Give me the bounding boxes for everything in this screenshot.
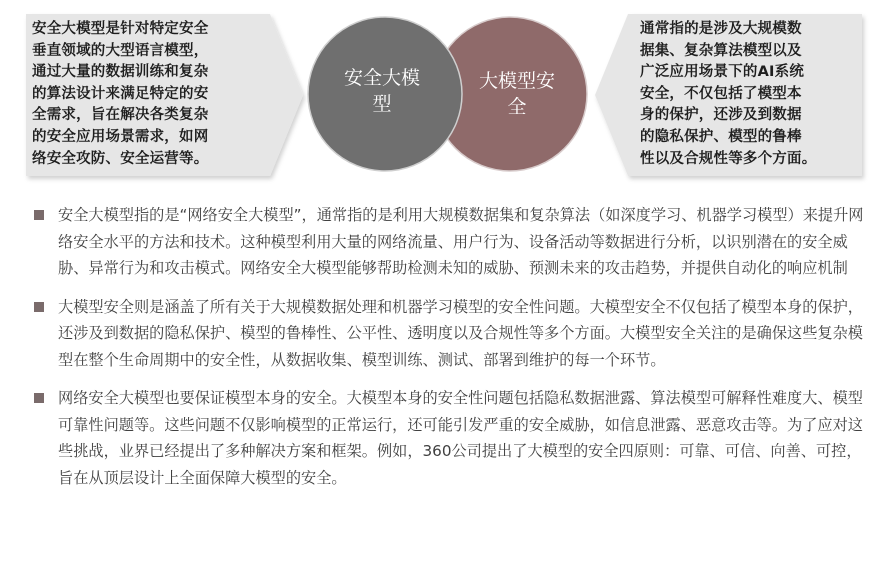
- bullet-item: [32, 385, 864, 491]
- bullet-text: 安全大模型指的是“网络安全大模型”，通常指的是利用大规模数据集和复杂算法（如深度学习、机器学习模型）来提升网络安全水平的方法和技术。这种模型利用大量的网络流量、用户行为、设备活动等数据进行分析，以识别潜在的安全威胁、异常行为和攻击模式。网络安全大模型能够帮助检测未知的威胁、预测未来的攻击趋势，并提供自动化的响应机制: [58, 206, 864, 277]
- square-bullet-icon: [34, 302, 44, 312]
- square-bullet-icon: [34, 393, 44, 403]
- right-callout-text: 通常指的是涉及大规模数 据集、复杂算法模型以及 广泛应用场景下的AI系统 安全，不仅包括了模型本 身的保护，还涉及到数据 的隐私保护、模型的鲁棒 性以及合规性等多个方面。: [640, 21, 817, 167]
- circle-right-label: 大模型安 全: [478, 70, 555, 118]
- left-callout-text: 安全大模型是针对特定安全 垂直领域的大型语言模型， 通过大量的数据训练和复杂 的算法设计来满足特定的安 全需求，旨在解决各类复杂 的安全应用场景需求，如网 络安全攻防、安全运营等。: [32, 21, 209, 167]
- bullet-text: 大模型安全则是涵盖了所有关于大规模数据处理和机器学习模型的安全性问题。大模型安全不仅包括了模型本身的保护，还涉及到数据的隐私保护、模型的鲁棒性、公平性、透明度以及合规性等多个方面。大模型安全关注的是确保这些复杂模型在整个生命周期中的安全性，从数据收集、模型训练、测试、部署到维护的每一个环节。: [58, 297, 863, 369]
- bullet-list: [32, 202, 864, 503]
- circle-left-label: 安全大模 型: [343, 67, 420, 115]
- bullet-item: [32, 294, 864, 374]
- bullet-item: [32, 202, 864, 282]
- venn-diagram: [0, 0, 880, 195]
- bullet-text: 网络安全大模型也要保证模型本身的安全。大模型本身的安全性问题包括隐私数据泄露、算法模型可解释性难度大、模型可靠性问题等。这些问题不仅影响模型的正常运行，还可能引发严重的安全威胁，如信息泄露、恶意攻击等。为了应对这些挑战，业界已经提出了多种解决方案和框架。例如，360公司提出了大模型的安全四原则：可靠、可信、向善、可控，旨在从顶层设计上全面保障大模型的安全。: [58, 389, 863, 487]
- square-bullet-icon: [34, 210, 44, 220]
